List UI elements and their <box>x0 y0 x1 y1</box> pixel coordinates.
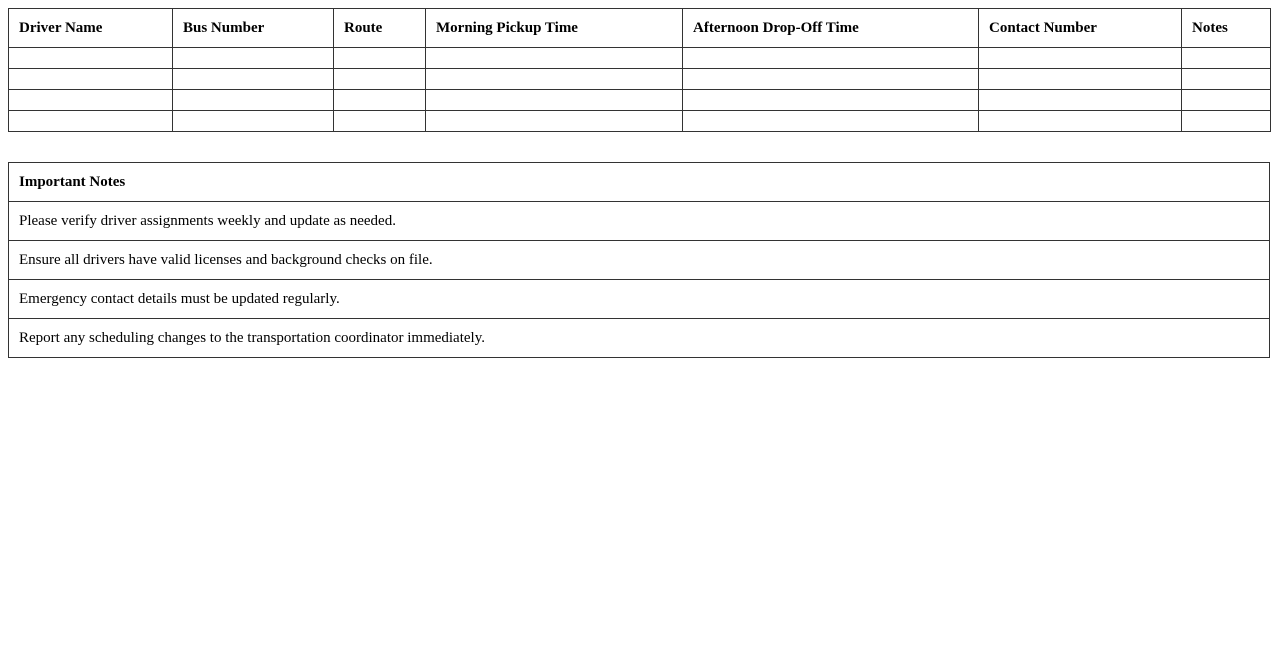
note-row <box>9 202 1270 241</box>
column-header-bus-number: Bus Number <box>173 9 334 48</box>
cell-route[interactable] <box>334 111 426 132</box>
cell-bus-number[interactable] <box>173 48 334 69</box>
column-header-morning-pickup-time: Morning Pickup Time <box>426 9 683 48</box>
cell-contact-number[interactable] <box>979 111 1182 132</box>
note-item: Emergency contact details must be updated regularly. <box>9 280 1270 319</box>
cell-morning-pickup-time[interactable] <box>426 69 683 90</box>
cell-afternoon-drop-off-time[interactable] <box>683 90 979 111</box>
note-row <box>9 241 1270 280</box>
cell-afternoon-drop-off-time[interactable] <box>683 111 979 132</box>
notes-header-row <box>9 163 1270 202</box>
column-header-route: Route <box>334 9 426 48</box>
cell-morning-pickup-time[interactable] <box>426 90 683 111</box>
schedule-header-row <box>9 9 1271 48</box>
cell-bus-number[interactable] <box>173 111 334 132</box>
table-row <box>9 69 1271 90</box>
notes-title: Important Notes <box>9 163 1270 202</box>
cell-morning-pickup-time[interactable] <box>426 111 683 132</box>
cell-notes[interactable] <box>1182 90 1271 111</box>
cell-notes[interactable] <box>1182 111 1271 132</box>
cell-driver-name[interactable] <box>9 48 173 69</box>
important-notes-table <box>8 162 1270 358</box>
cell-driver-name[interactable] <box>9 111 173 132</box>
table-row <box>9 48 1271 69</box>
cell-contact-number[interactable] <box>979 69 1182 90</box>
column-header-notes: Notes <box>1182 9 1271 48</box>
column-header-afternoon-drop-off-time: Afternoon Drop-Off Time <box>683 9 979 48</box>
note-item: Report any scheduling changes to the transportation coordinator immediately. <box>9 319 1270 358</box>
cell-afternoon-drop-off-time[interactable] <box>683 69 979 90</box>
cell-route[interactable] <box>334 69 426 90</box>
note-row <box>9 319 1270 358</box>
cell-morning-pickup-time[interactable] <box>426 48 683 69</box>
cell-driver-name[interactable] <box>9 69 173 90</box>
note-row <box>9 280 1270 319</box>
cell-notes[interactable] <box>1182 48 1271 69</box>
cell-bus-number[interactable] <box>173 90 334 111</box>
table-row <box>9 111 1271 132</box>
cell-notes[interactable] <box>1182 69 1271 90</box>
cell-route[interactable] <box>334 48 426 69</box>
column-header-driver-name: Driver Name <box>9 9 173 48</box>
note-item: Please verify driver assignments weekly and update as needed. <box>9 202 1270 241</box>
cell-driver-name[interactable] <box>9 90 173 111</box>
cell-contact-number[interactable] <box>979 90 1182 111</box>
column-header-contact-number: Contact Number <box>979 9 1182 48</box>
table-row <box>9 90 1271 111</box>
cell-bus-number[interactable] <box>173 69 334 90</box>
driver-schedule-table <box>8 8 1271 132</box>
cell-afternoon-drop-off-time[interactable] <box>683 48 979 69</box>
note-item: Ensure all drivers have valid licenses and background checks on file. <box>9 241 1270 280</box>
cell-route[interactable] <box>334 90 426 111</box>
cell-contact-number[interactable] <box>979 48 1182 69</box>
